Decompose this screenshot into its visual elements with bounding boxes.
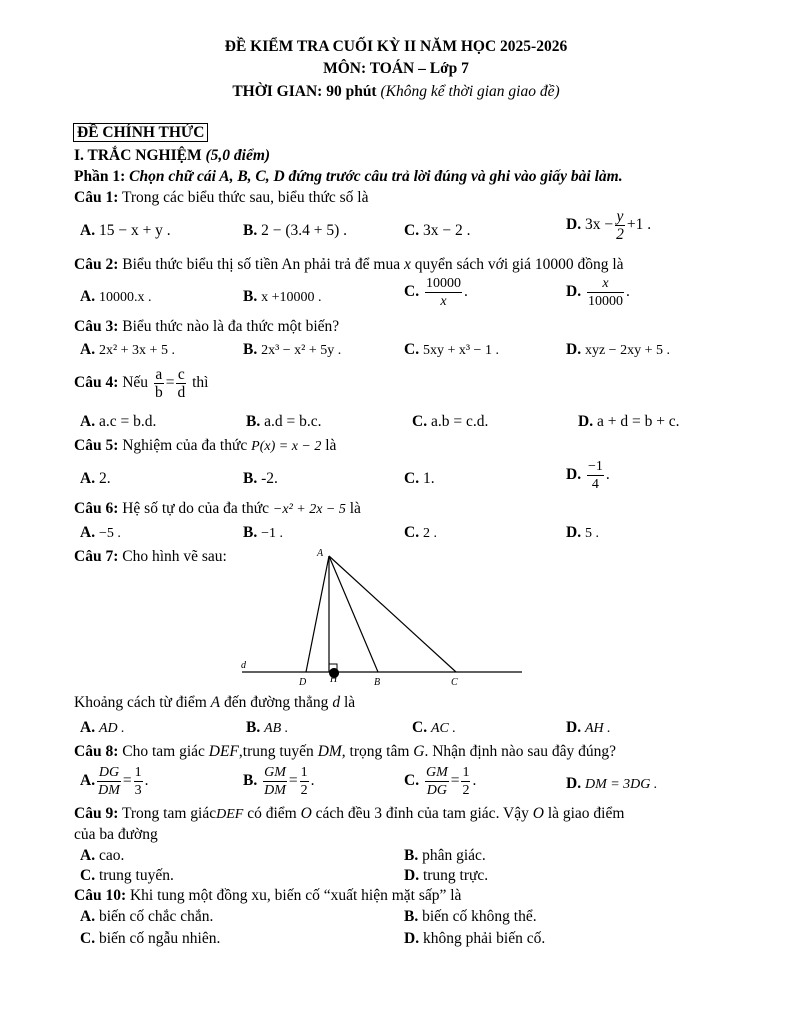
q10-option-c: C. biến cố ngẫu nhiên. [80, 930, 221, 947]
label-point-b: B [374, 677, 381, 688]
q8-option-a: A. $\frac{DG}{DM}$ = $\frac{1}{3}$ . [80, 765, 149, 798]
question-6: Câu 6: Hệ số tự do của đa thức −x² + 2x − 5 là [74, 500, 361, 517]
geometry-figure [228, 544, 528, 690]
subject-line: MÔN: TOÁN – Lớp 7 [323, 60, 469, 77]
q6-option-a: A. −5 . [80, 524, 121, 541]
q2-option-c: C. $\frac{10000}{x}$ . [404, 276, 468, 309]
label-point-a: A [317, 548, 324, 559]
q10-option-d: D. không phải biến cố. [404, 930, 546, 947]
q6-option-c: C. 2 . [404, 524, 437, 541]
time-line: THỜI GIAN: 90 phút (Không kể thời gian giao đề) [232, 83, 560, 100]
q10-option-a: A. biến cố chắc chắn. [80, 908, 214, 925]
question-3: Câu 3: Biểu thức nào là đa thức một biến? [74, 318, 340, 335]
q7-option-a: A. AD . [80, 719, 125, 736]
label-point-c: C [451, 677, 458, 688]
q1-option-b: B. 2 − (3.4 + 5) . [243, 222, 348, 239]
q5-option-b: B. -2. [243, 470, 278, 487]
q1-option-a: A. 15 − x + y . [80, 222, 171, 239]
q6-option-b: B. −1 . [243, 524, 283, 541]
q4-option-d: D. a + d = b + c. [578, 413, 680, 430]
q9-option-a: A. cao. [80, 847, 125, 864]
question-2: Câu 2: Biểu thức biểu thị số tiền An phải trả để mua x quyển sách với giá 10000 đồng là [74, 256, 624, 273]
question-7: Câu 7: Cho hình vẽ sau: [74, 548, 227, 565]
question-4: Câu 4: Nếu $\frac{a}{b}$ = $\frac{c}{d}$ thì [74, 366, 209, 401]
q9-option-c: C. trung tuyến. [80, 867, 174, 884]
q5-option-a: A. 2. [80, 470, 111, 487]
q6-option-d: D. 5 . [566, 524, 599, 541]
q7-option-b: B. AB . [246, 719, 289, 736]
part1-instruction: Phần 1: Chọn chữ cái A, B, C, D đứng trước câu trả lời đúng và ghi vào giấy bài làm. [74, 168, 623, 185]
label-point-h: H [330, 674, 338, 685]
q2-option-a: A. 10000.x . [80, 288, 152, 305]
q8-option-c: C. $\frac{GM}{DG}$ = $\frac{1}{2}$ . [404, 765, 477, 798]
q4-option-b: B. a.d = b.c. [246, 413, 322, 430]
q8-option-b: B. $\frac{GM}{DM}$ = $\frac{1}{2}$ . [243, 765, 315, 798]
q9-line2: của ba đường [74, 826, 158, 843]
q7-option-d: D. AH . [566, 719, 611, 736]
question-8: Câu 8: Cho tam giác DEF,trung tuyến DM, trọng tâm G. Nhận định nào sau đây đúng? [74, 743, 617, 760]
segment-ab [329, 556, 378, 672]
q7-option-c: C. AC . [412, 719, 456, 736]
label-line-d: d [241, 660, 246, 671]
exam-title: ĐỀ KIỂM TRA CUỐI KỲ II NĂM HỌC 2025-2026 [224, 38, 568, 55]
q9-option-b: B. phân giác. [404, 847, 486, 864]
q1-option-d: D. 3x − $\frac{y}{2}$ +1 . [566, 208, 652, 243]
q1-option-c: C. 3x − 2 . [404, 222, 471, 239]
q2-option-b: B. x +10000 . [243, 288, 322, 305]
q2-option-d: D. $\frac{x}{10000}$ . [566, 276, 630, 309]
q9-option-d: D. trung trực. [404, 867, 489, 884]
official-label: ĐỀ CHÍNH THỨC [73, 124, 208, 142]
question-5: Câu 5: Nghiệm của đa thức P(x) = x − 2 là [74, 437, 337, 454]
question-9: Câu 9: Trong tam giácDEF có điểm O cách đều 3 đỉnh của tam giác. Vậy O là giao điểm [74, 805, 625, 822]
q3-option-b: B. 2x³ − x² + 5y . [243, 341, 342, 358]
q4-option-c: C. a.b = c.d. [412, 413, 489, 430]
q3-option-c: C. 5xy + x³ − 1 . [404, 341, 499, 358]
q5-option-c: C. 1. [404, 470, 435, 487]
q7-prompt: Khoảng cách từ điểm A đến đường thẳng d là [74, 694, 356, 711]
q8-option-d: D. DM = 3DG . [566, 775, 658, 792]
segment-ac [329, 556, 456, 672]
q5-option-d: D. $\frac{-1}{4}$ . [566, 459, 610, 492]
q10-option-b: B. biến cố không thể. [404, 908, 537, 925]
section-title: I. TRẮC NGHIỆM (5,0 điểm) [74, 147, 271, 164]
label-point-d: D [299, 677, 307, 688]
question-1: Câu 1: Trong các biểu thức sau, biểu thức số là [74, 189, 369, 206]
question-10: Câu 10: Khi tung một đồng xu, biến cố “xuất hiện mặt sấp” là [74, 887, 462, 904]
segment-ad [306, 556, 329, 672]
q4-option-a: A. a.c = b.d. [80, 413, 157, 430]
q3-option-a: A. 2x² + 3x + 5 . [80, 341, 175, 358]
q3-option-d: D. xyz − 2xy + 5 . [566, 341, 670, 358]
